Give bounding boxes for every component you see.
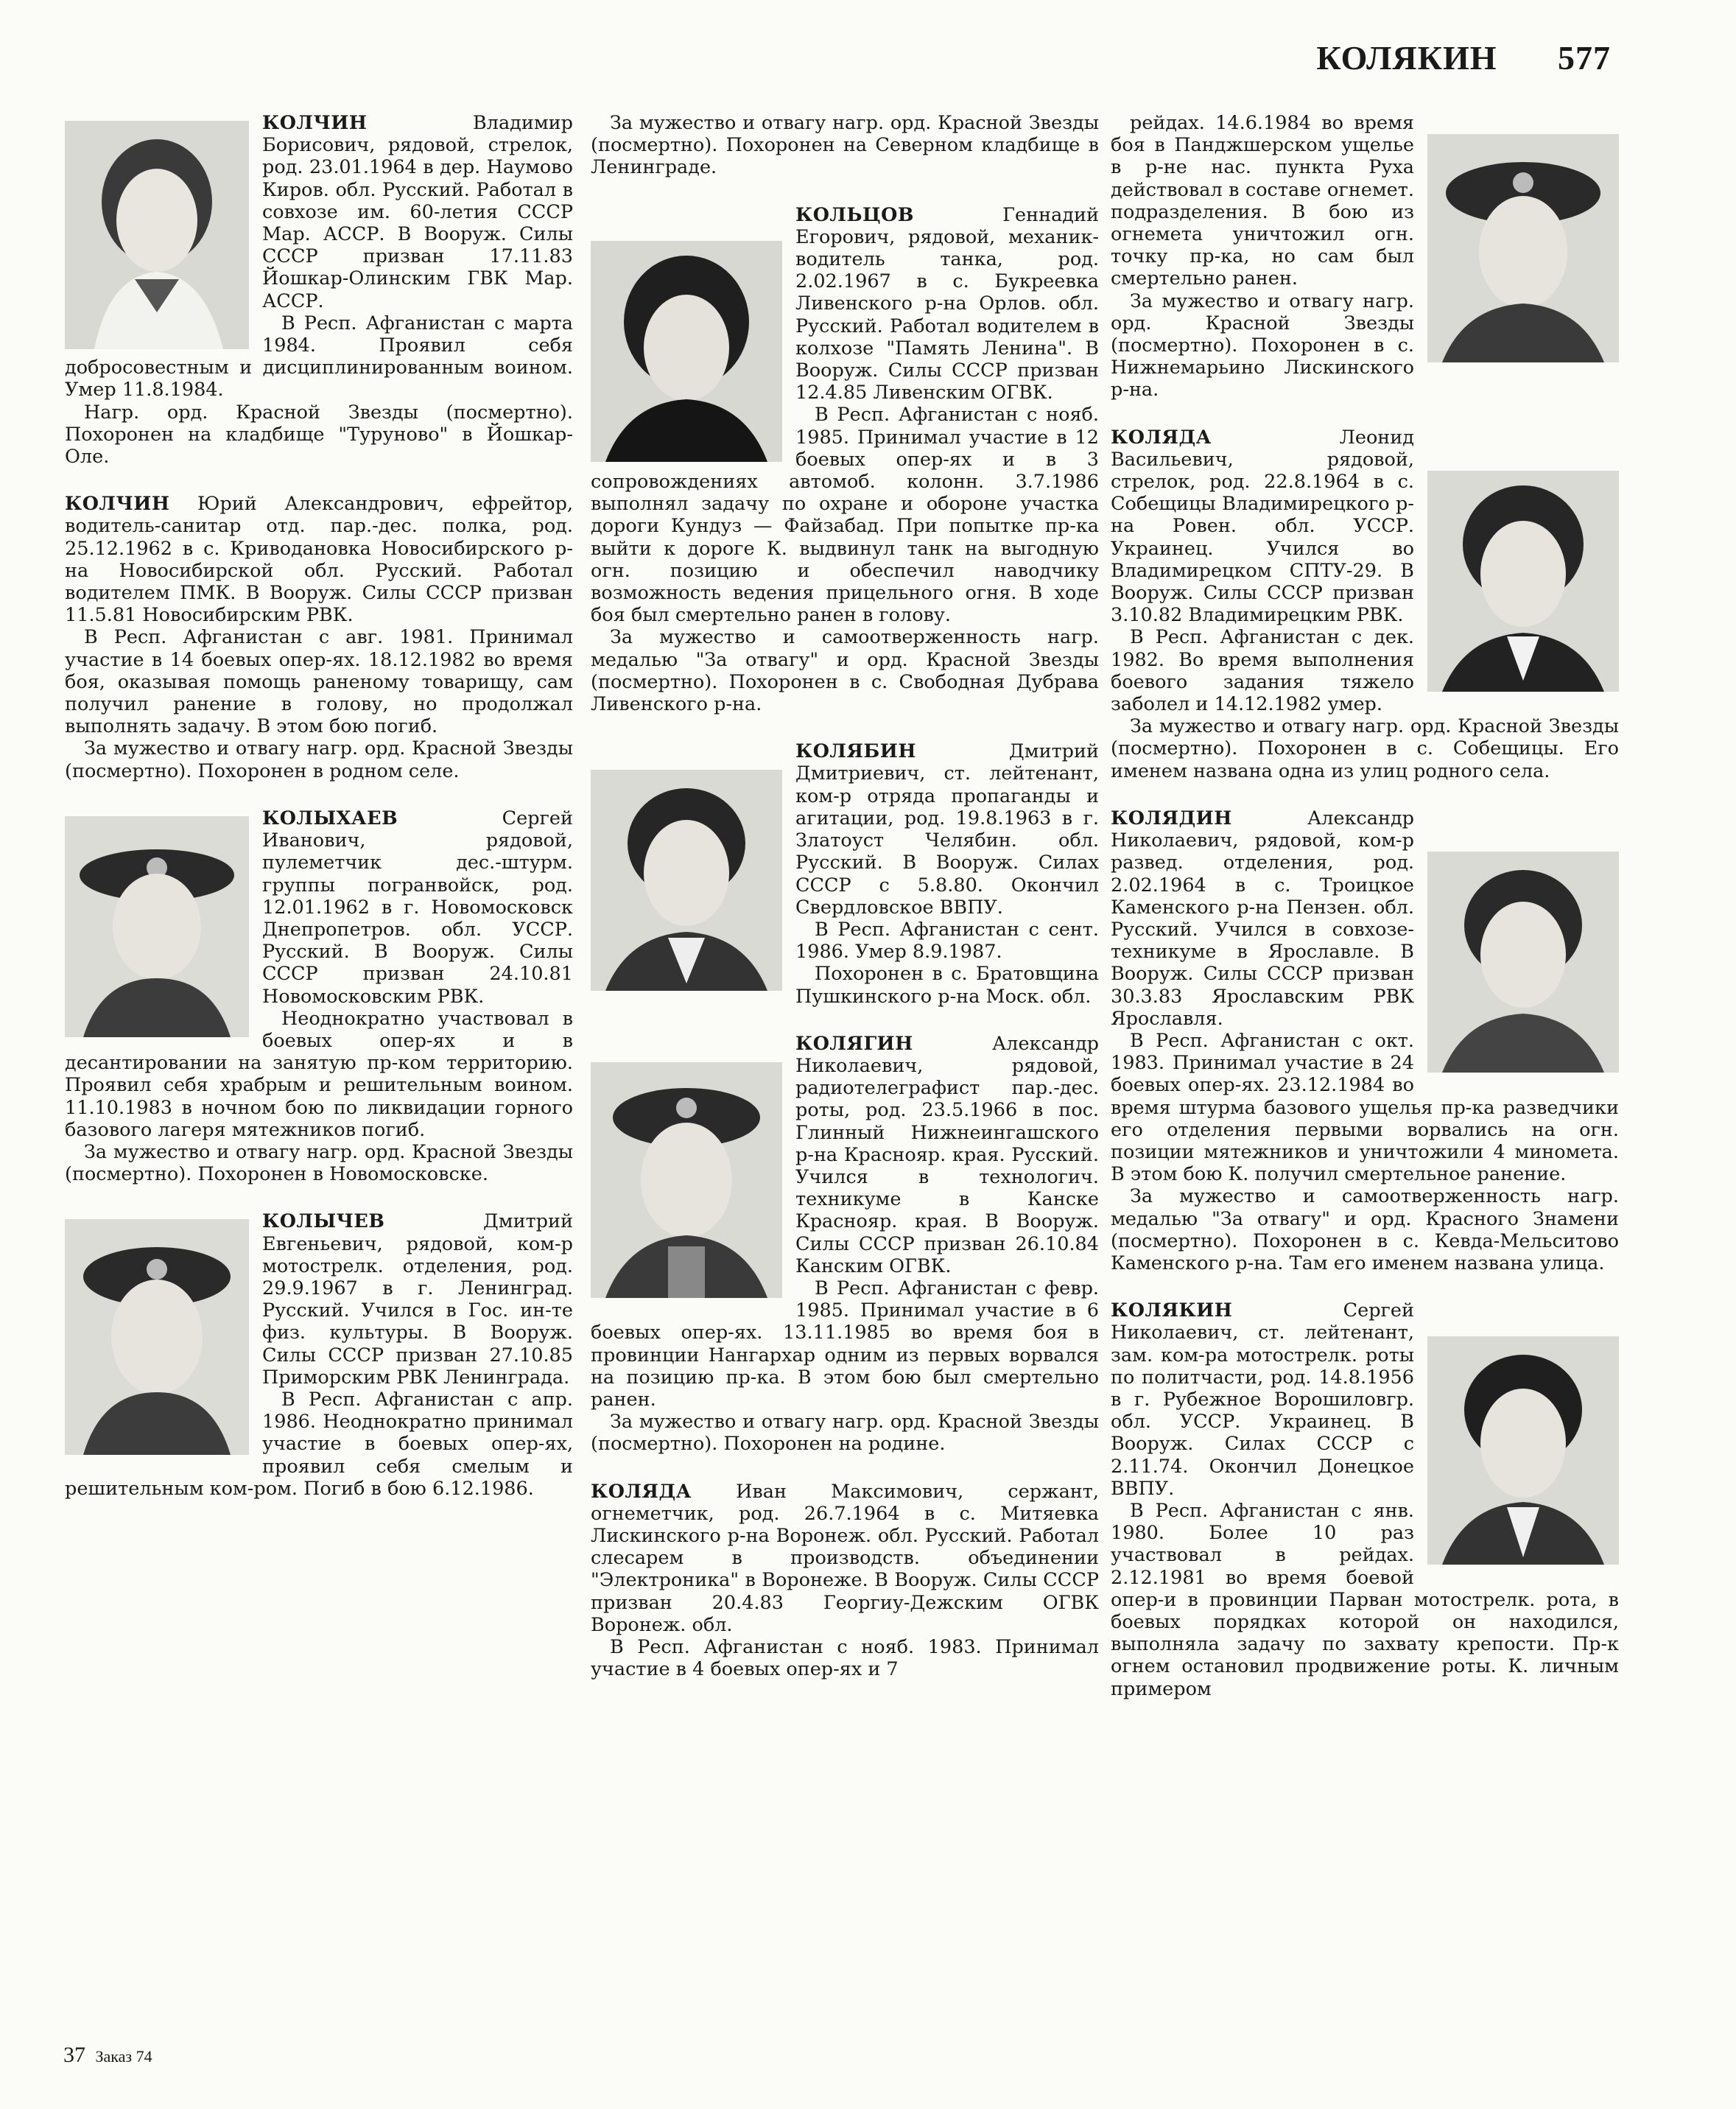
signature-number: 37 bbox=[63, 2043, 85, 2067]
entry-name: КОЛЯДА bbox=[1111, 426, 1212, 449]
entry-lead: Юрий Александрович, ефрейтор, водитель-санитар отд. пар.-дес. полка, род. 25.12.1962 в с. Криводановка Новосибирского р-на Новосибирской обл. Русский. Работал водителем ПМК. В Вооруж. Силы СССР призван 11.5.81 Новосибирским РВК. bbox=[65, 493, 573, 627]
entry-paragraph: В Респ. Афганистан с авг. 1981. Принимал участие в 14 боевых опер-ях. 18.12.1982 во время боя, оказывая помощь раненому товарищу, сам получил ранение в голову, но продолжал выполнять задачу. В этом бою погиб. bbox=[65, 626, 573, 738]
entry-kolyadin bbox=[1111, 807, 1619, 1274]
entry-name: КОЛЯДИН bbox=[1111, 807, 1232, 829]
entry-name: КОЛЯДА bbox=[591, 1480, 692, 1503]
entry-lead: Дмитрий Дмитриевич, ст. лейтенант, ком-р отряда пропаганды и агитации, род. 19.8.1963 в г. Златоуст Челябин. обл. Русский. В Вооруж. Силах СССР с 5.8.80. Окончил Свердловское ВВПУ. bbox=[795, 740, 1099, 919]
entry-name: КОЛЧИН bbox=[262, 112, 368, 134]
entry-paragraph: В Респ. Афганистан с апр. 1986. Неоднократно принимал участие в боевых опер-ях, проявил себя смелым и решительным ком-ром. Погиб в бою 6.12.1986. bbox=[65, 1388, 573, 1500]
column-1 bbox=[65, 112, 573, 1525]
entry-kolyabin bbox=[591, 740, 1099, 1007]
portrait-photo bbox=[1427, 852, 1619, 1073]
entry-lead: Иван Максимович, сержант, огнеметчик, род. 26.7.1964 в с. Митяевка Лискинского р-на Воронеж. обл. Русский. Работал слесарем в производств. объединении "Электроника" в Воронеже. В Вооруж. Силы СССР призван 20.4.83 Георгиу-Дежским ОГВК Воронеж. обл. bbox=[591, 1480, 1099, 1636]
portrait-photo bbox=[1427, 134, 1619, 362]
entry-paragraph: За мужество и отвагу нагр. орд. Красной Звезды (посмертно). Похоронен в с. Собещицы. Его именем названа одна из улиц родного села. bbox=[1111, 715, 1619, 782]
entry-name: КОЛЯКИН bbox=[1111, 1299, 1233, 1322]
entry-lead: Сергей Николаевич, ст. лейтенант, зам. ком-ра мотострелк. роты по политчасти, род. 14.8.1956 в г. Рубежное Ворошиловгр. обл. УССР. Украинец. В Вооруж. Силах СССР с 2.11.74. Окончил Донецкое ВВПУ. bbox=[1111, 1299, 1414, 1500]
entry-lead: Леонид Васильевич, рядовой, стрелок, род. 22.8.1964 в с. Собещицы Владимирецкого р-на Ровен. обл. УССР. Украинец. Учился во Владимирецком СПТУ-29. В Вооруж. Силы СССР призван 3.10.82 Владимирецким РВК. bbox=[1111, 426, 1414, 627]
entry-continuation bbox=[1111, 112, 1619, 401]
entry-paragraph: За мужество и самоотверженность нагр. медалью "За отвагу" и орд. Красного Знамени (посмертно). Похоронен в с. Кевда-Мельситово Каменского р-на. Там его именем названа улица. bbox=[1111, 1185, 1619, 1274]
entry-paragraph: В Респ. Афганистан с нояб. 1983. Принимал участие в 4 боевых опер-ях и 7 bbox=[591, 1636, 1099, 1681]
page-number: 577 bbox=[1558, 39, 1611, 77]
entry-paragraph: В Респ. Афганистан с февр. 1985. Принимал участие в 6 боевых опер-ях. 13.11.1985 во время боя в провинции Нангархар одним из первых ворвался на позицию пр-ка. В этом бою был смертельно ранен. bbox=[591, 1277, 1099, 1411]
entry-paragraph: За мужество и самоотверженность нагр. медалью "За отвагу" и орд. Красной Звезды (посмертно). Похоронен в с. Свободная Дубрава Ливенского р-на. bbox=[591, 626, 1099, 716]
entry-lead: Сергей Иванович, рядовой, пулеметчик дес.-штурм. группы погранвойск, род. 12.01.1962 в г. Новомосковск Днепропетров. обл. УССР. Русский. В Вооруж. Силы СССР призван 24.10.81 Новомосковским РВК. bbox=[262, 807, 573, 1008]
entry-paragraph: За мужество и отвагу нагр. орд. Красной Звезды (посмертно). Похоронен в Новомосковске. bbox=[65, 1140, 573, 1186]
entry-name: КОЛЫХАЕВ bbox=[262, 807, 398, 829]
entry-paragraph: За мужество и отвагу нагр. орд. Красной Звезды (посмертно). Похоронен на родине. bbox=[591, 1411, 1099, 1456]
entry-name: КОЛЯГИН bbox=[795, 1032, 913, 1055]
portrait-photo bbox=[65, 121, 249, 349]
entry-kolyakin bbox=[1111, 1299, 1619, 1700]
entry-kolchin-vladimir bbox=[65, 112, 573, 468]
entry-kolychev bbox=[65, 1210, 573, 1500]
running-head bbox=[1316, 38, 1611, 77]
portrait-photo bbox=[591, 241, 782, 462]
entry-paragraph: рейдах. 14.6.1984 во время боя в Панджшерском ущелье в р-не нас. пункта Руха действовал в составе огнемет. подразделения. В бою из огнемета уничтожил огн. точку пр-ка, но сам был смертельно ранен. bbox=[1111, 112, 1414, 290]
entry-lead: Александр Николаевич, рядовой, радиотелеграфист пар.-дес. роты, род. 23.5.1966 в пос. Глинный Нижнеингашского р-на Краснояр. края. Русский. Учился в технологич. техникуме в Канске Краснояр. края. В Вооруж. Силы СССР призван 26.10.84 Канским ОГВК. bbox=[795, 1032, 1099, 1277]
entry-paragraph: В Респ. Афганистан с сент. 1986. Умер 8.9.1987. bbox=[795, 918, 1099, 964]
entry-paragraph: В Респ. Афганистан с нояб. 1985. Принимал участие в 12 боевых опер-ях и в 3 сопровождениях автомоб. колонн. 3.7.1986 выполнял задачу по охране и обороне участка дороги Кундуз — Файзабад. При попытке пр-ка выйти к дороге К. выдвинул танк на выгодную огн. позицию и обеспечил наводчику возможность ведения прицельного огня. В ходе боя был смертельно ранен в голову. bbox=[591, 404, 1099, 627]
column-2 bbox=[591, 112, 1099, 1705]
entry-kolykhaev bbox=[65, 807, 573, 1185]
entry-paragraph: Неоднократно участвовал в боевых опер-ях и в десантировании на занятую пр-ком территорию. Проявил себя храбрым и решительным воином. 11.10.1983 в ночном бою по ликвидации горного базового лагеря мятежников погиб. bbox=[65, 1007, 573, 1141]
portrait-photo bbox=[65, 1219, 249, 1455]
footer bbox=[63, 2043, 152, 2068]
entry-lead: Геннадий Егорович, рядовой, механик-водитель танка, род. 2.02.1967 в с. Букреевка Ливенского р-на Орлов. обл. Русский. Работал водителем в колхозе "Память Ленина". В Вооруж. Силы СССР призван 12.4.85 Ливенским ОГВК. bbox=[795, 203, 1099, 404]
entry-name: КОЛЬЦОВ bbox=[795, 203, 914, 226]
entry-paragraph: Похоронен в с. Братовщина Пушкинского р-на Моск. обл. bbox=[795, 963, 1099, 1008]
entry-paragraph: За мужество и отвагу нагр. орд. Красной Звезды (посмертно). Похоронен в родном селе. bbox=[65, 737, 573, 782]
entry-lead: Александр Николаевич, рядовой, ком-р развед. отделения, род. 2.02.1964 в с. Троицкое Каменского р-на Пензен. обл. Русский. Учился в совхозе-техникуме в Ярославле. В Вооруж. Силы СССР призван 30.3.83 Ярославским РВК Ярославля. bbox=[1111, 807, 1414, 1030]
entry-paragraph: За мужество и отвагу нагр. орд. Красной Звезды (посмертно). Похоронен в с. Нижнемарьино Лискинского р-на. bbox=[1111, 289, 1414, 401]
running-head-word: КОЛЯКИН bbox=[1316, 39, 1497, 77]
entry-paragraph: В Респ. Афганистан с окт. 1983. Принимал участие в 24 боевых опер-ях. 23.12.1984 во время штурма базового ущелья пр-ка разведчики его отделения первыми ворвались на огн. позиции мятежников и уничтожили 4 миномета. В этом бою К. получил смертельное ранение. bbox=[1111, 1029, 1619, 1186]
entry-continuation bbox=[591, 112, 1099, 179]
entry-paragraph: В Респ. Афганистан с марта 1984. Проявил себя добросовестным и дисциплинированным воином. Умер 11.8.1984. bbox=[65, 312, 573, 401]
entry-lead: Владимир Борисович, рядовой, стрелок, род. 23.01.1964 в дер. Наумово Киров. обл. Русский. Работал в совхозе им. 60-летия СССР Мар. АССР. В Вооруж. Силы СССР призван 17.11.83 Йошкар-Олинским ГВК Мар. АССР. bbox=[262, 112, 573, 312]
entry-paragraph: В Респ. Афганистан с янв. 1980. Более 10 раз участвовал в рейдах. 2.12.1981 во время боевой опер-и в провинции Парван мотострелк. рота, в боевых порядках которой он находился, выполняла задачу по захвату крепости. Пр-к огнем остановил продвижение роты. К. личным примером bbox=[1111, 1499, 1619, 1700]
portrait-photo bbox=[591, 1062, 782, 1298]
portrait-photo bbox=[591, 770, 782, 991]
entry-lead: Дмитрий Евгеньевич, рядовой, ком-р мотострелк. отделения, род. 29.9.1967 в г. Ленинград. Русский. Учился в Гос. ин-те физ. культуры. В Вооруж. Силы СССР призван 27.10.85 Приморским РВК Ленинграда. bbox=[262, 1210, 573, 1389]
entry-name: КОЛЧИН bbox=[65, 493, 170, 516]
portrait-photo bbox=[1427, 1336, 1619, 1565]
entry-kolyada-leonid bbox=[1111, 427, 1619, 782]
entry-kolyada-ivan bbox=[591, 1481, 1099, 1681]
entry-kolchin-yuri bbox=[65, 493, 573, 782]
column-3 bbox=[1111, 112, 1619, 1725]
entry-name: КОЛЯБИН bbox=[795, 740, 916, 763]
entry-koltsov bbox=[591, 204, 1099, 716]
entry-paragraph: За мужество и отвагу нагр. орд. Красной Звезды (посмертно). Похоронен на Северном кладбище в Ленинграде. bbox=[591, 112, 1099, 179]
entry-name: КОЛЫЧЕВ bbox=[262, 1210, 385, 1233]
entry-paragraph: Нагр. орд. Красной Звезды (посмертно). Похоронен на кладбище "Туруново" в Йошкар-Оле. bbox=[65, 401, 573, 469]
entry-paragraph: В Респ. Афганистан с дек. 1982. Во время выполнения боевого задания тяжело заболел и 14.12.1982 умер. bbox=[1111, 626, 1414, 716]
portrait-photo bbox=[65, 816, 249, 1037]
entry-kolyagin bbox=[591, 1033, 1099, 1456]
portrait-photo bbox=[1427, 471, 1619, 692]
order-label: Заказ 74 bbox=[95, 2047, 152, 2066]
